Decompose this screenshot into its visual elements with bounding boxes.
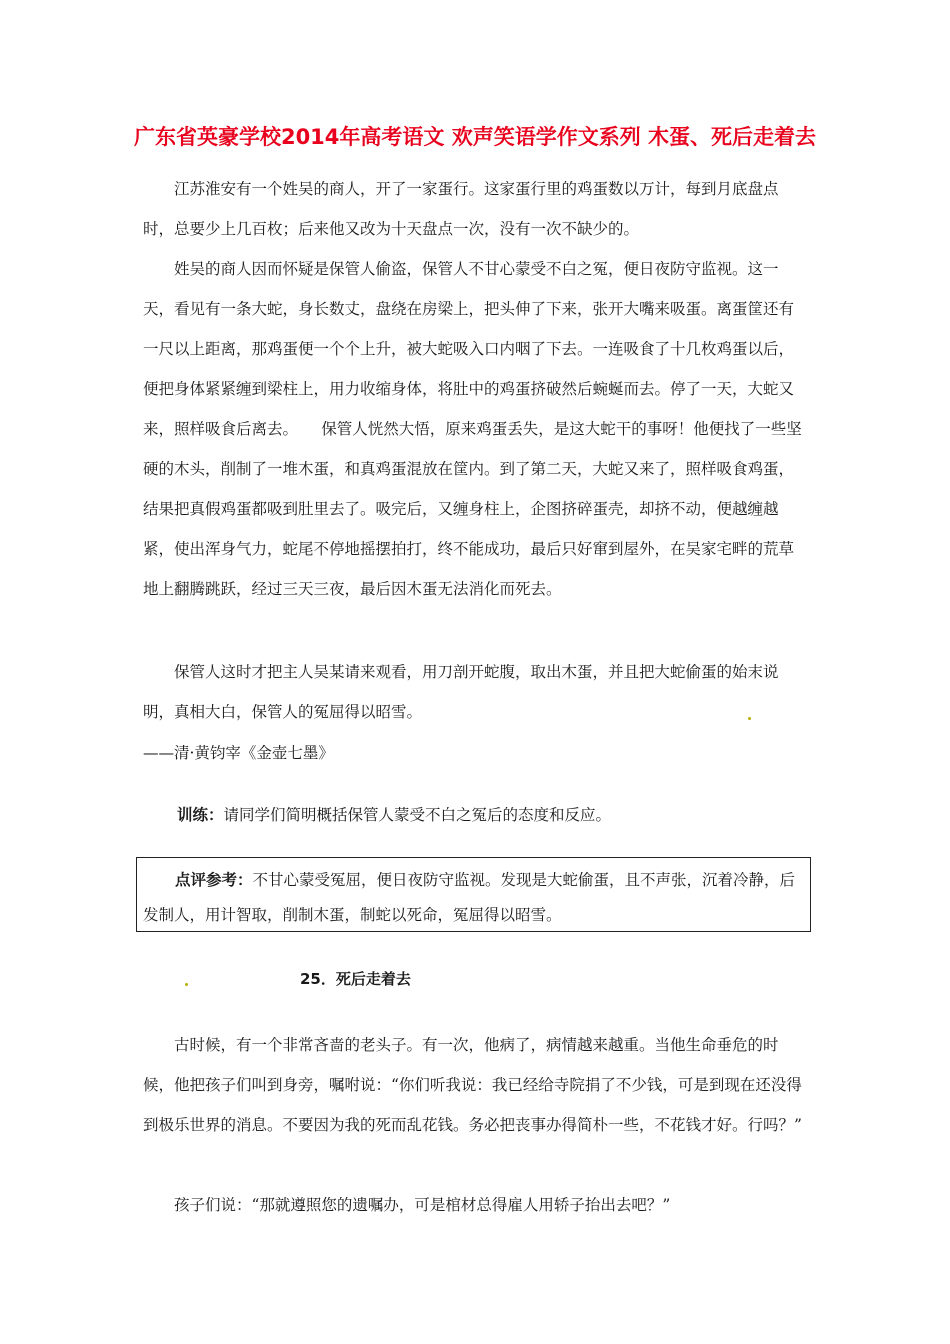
decorative-dot	[748, 717, 751, 720]
story1-paragraph-1: 江苏淮安有一个姓吴的商人，开了一家蛋行。这家蛋行里的鸡蛋数以万计，每到月底盘点时，总要少上几百枚；后来他又改为十天盘点一次，没有一次不缺少的。	[143, 180, 779, 238]
story2-paragraph-2: 孩子们说：“那就遵照您的遗嘱办，可是棺材总得雇人用轿子抬出去吧？”	[174, 1196, 671, 1214]
review-paragraph	[143, 862, 803, 933]
review-text: 不甘心蒙受冤屈，便日夜防守监视。发现是大蛇偷蛋，且不声张，沉着冷静，后发制人，用计智取，削制木蛋，制蛇以死命，冤屈得以昭雪。	[143, 871, 796, 924]
story2-heading: 25．死后走着去	[300, 970, 411, 988]
review-box	[136, 857, 811, 932]
decorative-dot	[185, 983, 188, 986]
story1-paragraph-3: 保管人这时才把主人吴某请来观看，用刀剖开蛇腹，取出木蛋，并且把大蛇偷蛋的始末说明，真相大白，保管人的冤屈得以昭雪。	[143, 663, 779, 721]
story1-source: ——清·黄钧宰《金壶七墨》	[143, 744, 334, 762]
story1-paragraph-2: 姓吴的商人因而怀疑是保管人偷盗，保管人不甘心蒙受不白之冤，便日夜防守监视。这一天，看见有一条大蛇，身长数丈，盘绕在房梁上，把头伸了下来，张开大嘴来吸蛋。离蛋筐还有一尺以上距离，那鸡蛋便一个个上升，被大蛇吸入口内咽了下去。一连吸食了十几枚鸡蛋以后，便把身体紧紧缠到梁柱上，用力收缩身体，将肚中的鸡蛋挤破然后蜿蜒而去。停了一天，大蛇又来，照样吸食后离去。 保管人恍然大悟，原来鸡蛋丢失，是这大蛇干的事呀！他便找了一些坚硬的木头，削制了一堆木蛋，和真鸡蛋混放在筐内。到了第二天，大蛇又来了，照样吸食鸡蛋，结果把真假鸡蛋都吸到肚里去了。吸完后，又缠身柱上，企图挤碎蛋壳，却挤不动，便越缠越紧，使出浑身气力，蛇尾不停地摇摆拍打，终不能成功，最后只好窜到屋外，在吴家宅畔的荒草地上翻腾跳跃，经过三天三夜，最后因木蛋无法消化而死去。	[143, 260, 802, 598]
training-text: 请同学们简明概括保管人蒙受不白之冤后的态度和反应。	[223, 806, 612, 824]
story2-paragraph-1: 古时候，有一个非常吝啬的老头子。有一次，他病了，病情越来越重。当他生命垂危的时候，他把孩子们叫到身旁，嘱咐说：“你们听我说：我已经给寺院捐了不少钱，可是到现在还没得到极乐世界的消息。不要因为我的死而乱花钱。务必把丧事办得简朴一些，不花钱才好。行吗？”	[143, 1036, 802, 1134]
training-question	[177, 804, 611, 826]
review-label: 点评参考：	[175, 870, 253, 889]
document-title: 广东省英豪学校2014年高考语文 欢声笑语学作文系列 木蛋、死后走着去	[133, 125, 817, 149]
training-label: 训练：	[177, 805, 224, 824]
